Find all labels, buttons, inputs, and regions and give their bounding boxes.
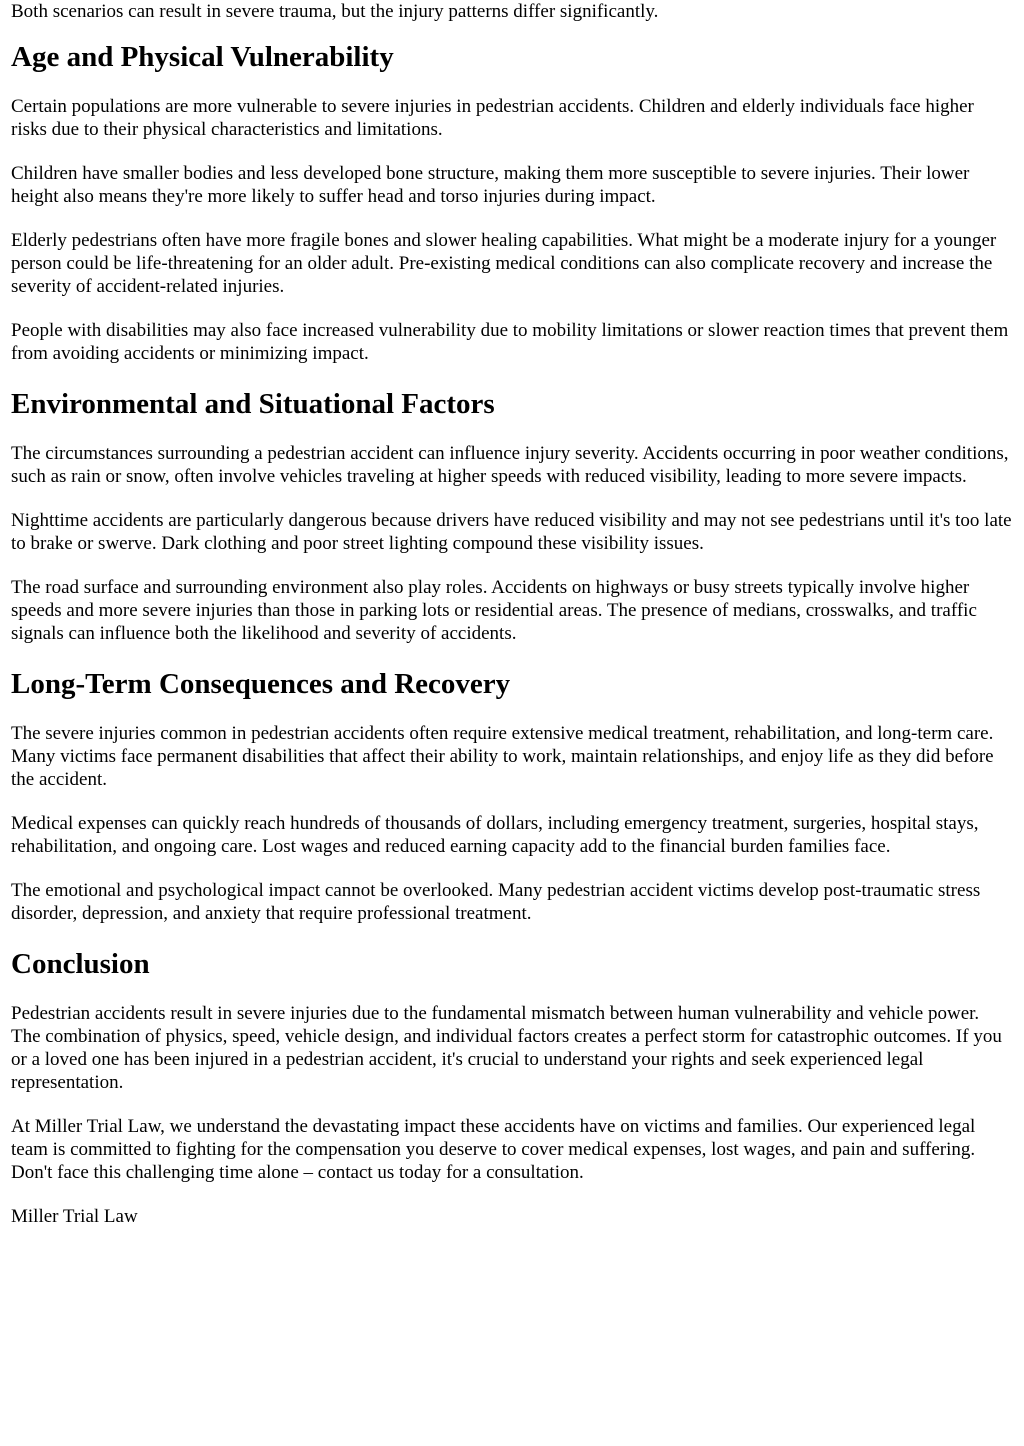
signature-firm-name: Miller Trial Law bbox=[11, 1206, 138, 1227]
paragraph: The severe injuries common in pedestrian accidents often require extensive medical treatment, rehabilitation, and long-term care. Many victims face permanent disabilities that affect their ability to work, maintain relationships, and enjoy life as they did before the accident. bbox=[11, 723, 994, 790]
paragraph: At Miller Trial Law, we understand the devastating impact these accidents have on victims and families. Our experienced legal team is committed to fighting for the compensation you deserve to cover medical expenses, lost wages, and pain and suffering. Don't face this challenging time alone – contact us today for a consultation. bbox=[11, 1116, 976, 1183]
paragraph: Nighttime accidents are particularly dangerous because drivers have reduced visibility and may not see pedestrians until it's too late to brake or swerve. Dark clothing and poor street lighting compound these visibility issues. bbox=[11, 510, 1012, 554]
heading-long-term-consequences: Long-Term Consequences and Recovery bbox=[11, 668, 511, 700]
paragraph: The road surface and surrounding environment also play roles. Accidents on highways or busy streets typically involve higher speeds and more severe injuries than those in parking lots or residential areas. The presence of medians, crosswalks, and traffic signals can influence both the likelihood and severity of accidents. bbox=[11, 577, 977, 644]
paragraph: Pedestrian accidents result in severe injuries due to the fundamental mismatch between human vulnerability and vehicle power. The combination of physics, speed, vehicle design, and individual factors creates a perfect storm for catastrophic outcomes. If you or a loved one has been injured in a pedestrian accident, it's crucial to understand your rights and seek experienced legal representation. bbox=[11, 1003, 1002, 1093]
paragraph: People with disabilities may also face increased vulnerability due to mobility limitations or slower reaction times that prevent them from avoiding accidents or minimizing impact. bbox=[11, 320, 1009, 364]
heading-environmental-factors: Environmental and Situational Factors bbox=[11, 388, 495, 420]
paragraph: Elderly pedestrians often have more fragile bones and slower healing capabilities. What might be a moderate injury for a younger person could be life-threatening for an older adult. Pre-existing medical conditions can also complicate recovery and increase the severity of accident-related injuries. bbox=[11, 230, 997, 297]
heading-conclusion: Conclusion bbox=[11, 948, 150, 980]
paragraph: Certain populations are more vulnerable to severe injuries in pedestrian accidents. Children and elderly individuals face higher risks due to their physical characteristics and limitations. bbox=[11, 96, 974, 140]
paragraph: Children have smaller bodies and less developed bone structure, making them more susceptible to severe injuries. Their lower height also means they're more likely to suffer head and torso injuries during impact. bbox=[11, 163, 970, 207]
heading-age-vulnerability: Age and Physical Vulnerability bbox=[11, 41, 394, 73]
intro-paragraph: Both scenarios can result in severe trauma, but the injury patterns differ significantly. bbox=[11, 1, 659, 22]
paragraph: Medical expenses can quickly reach hundreds of thousands of dollars, including emergency treatment, surgeries, hospital stays, rehabilitation, and ongoing care. Lost wages and reduced earning capacity add to the financial burden families face. bbox=[11, 813, 979, 857]
paragraph: The emotional and psychological impact cannot be overlooked. Many pedestrian accident victims develop post-traumatic stress disorder, depression, and anxiety that require professional treatment. bbox=[11, 880, 981, 924]
paragraph: The circumstances surrounding a pedestrian accident can influence injury severity. Accidents occurring in poor weather conditions, such as rain or snow, often involve vehicles traveling at higher speeds with reduced visibility, leading to more severe impacts. bbox=[11, 443, 1009, 487]
